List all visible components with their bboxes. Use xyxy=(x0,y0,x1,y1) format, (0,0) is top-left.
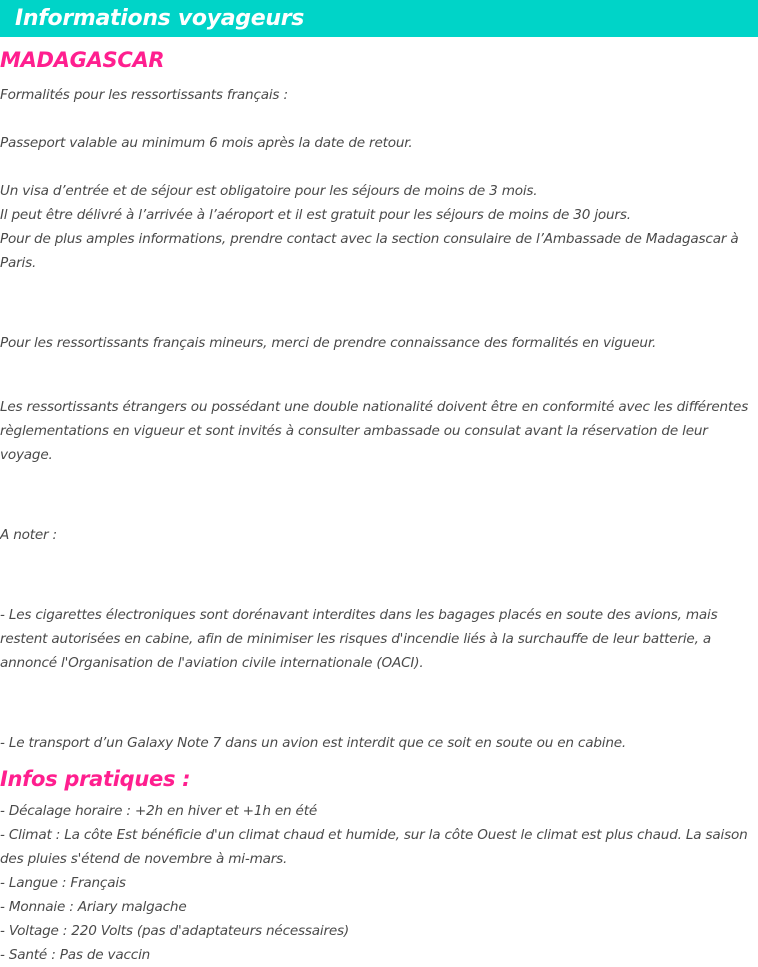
note-label: A noter : xyxy=(0,527,57,543)
formalites-intro: Formalités pour les ressortissants français : xyxy=(0,87,288,103)
country-title: MADAGASCAR xyxy=(0,48,165,72)
infos-title: Infos pratiques : xyxy=(0,767,191,791)
list-item: - Décalage horaire : +2h en hiver et +1h en été xyxy=(0,803,318,819)
foreigners-text: Les ressortissants étrangers ou possédant une double nationalité doivent être en conformité avec les différentes règlementations en vigueur et sont invités à consulter ambassade ou consulat avant la réservation de leur voyage. xyxy=(0,399,749,463)
list-item: - Langue : Français xyxy=(0,875,126,891)
galaxy-text: - Le transport d’un Galaxy Note 7 dans un avion est interdit que ce soit en soute ou en cabine. xyxy=(0,735,627,751)
list-item: - Monnaie : Ariary malgache xyxy=(0,899,187,915)
formalites-section xyxy=(0,75,758,755)
infos-list xyxy=(0,799,758,967)
page-title: Informations voyageurs xyxy=(15,6,305,31)
list-item: - Climat : La côte Est bénéficie d'un climat chaud et humide, sur la côte Ouest le climat est plus chaud. La saison des pluies s'étend de novembre à mi-mars. xyxy=(0,827,748,867)
header-bar xyxy=(0,0,758,37)
visa-line: Il peut être délivré à l’arrivée à l’aéroport et il est gratuit pour les séjours de moins de 30 jours. xyxy=(0,207,631,223)
visa-line: Pour de plus amples informations, prendre contact avec la section consulaire de l’Ambassade de Madagascar à Paris. xyxy=(0,231,739,271)
cigarettes-text: - Les cigarettes électroniques sont dorénavant interdites dans les bagages placés en soute des avions, mais restent autorisées en cabine, afin de minimiser les risques d'incendie liés à la surchauffe de leur batterie, a annoncé l'Organisation de l'aviation civile internationale (OACI). xyxy=(0,607,718,671)
list-item: - Santé : Pas de vaccin xyxy=(0,947,151,963)
minors-text: Pour les ressortissants français mineurs, merci de prendre connaissance des formalités en vigueur. xyxy=(0,335,657,351)
list-item: - Voltage : 220 Volts (pas d'adaptateurs nécessaires) xyxy=(0,923,350,939)
visa-line: Un visa d’entrée et de séjour est obligatoire pour les séjours de moins de 3 mois. xyxy=(0,183,538,199)
passport-text: Passeport valable au minimum 6 mois après la date de retour. xyxy=(0,135,413,151)
